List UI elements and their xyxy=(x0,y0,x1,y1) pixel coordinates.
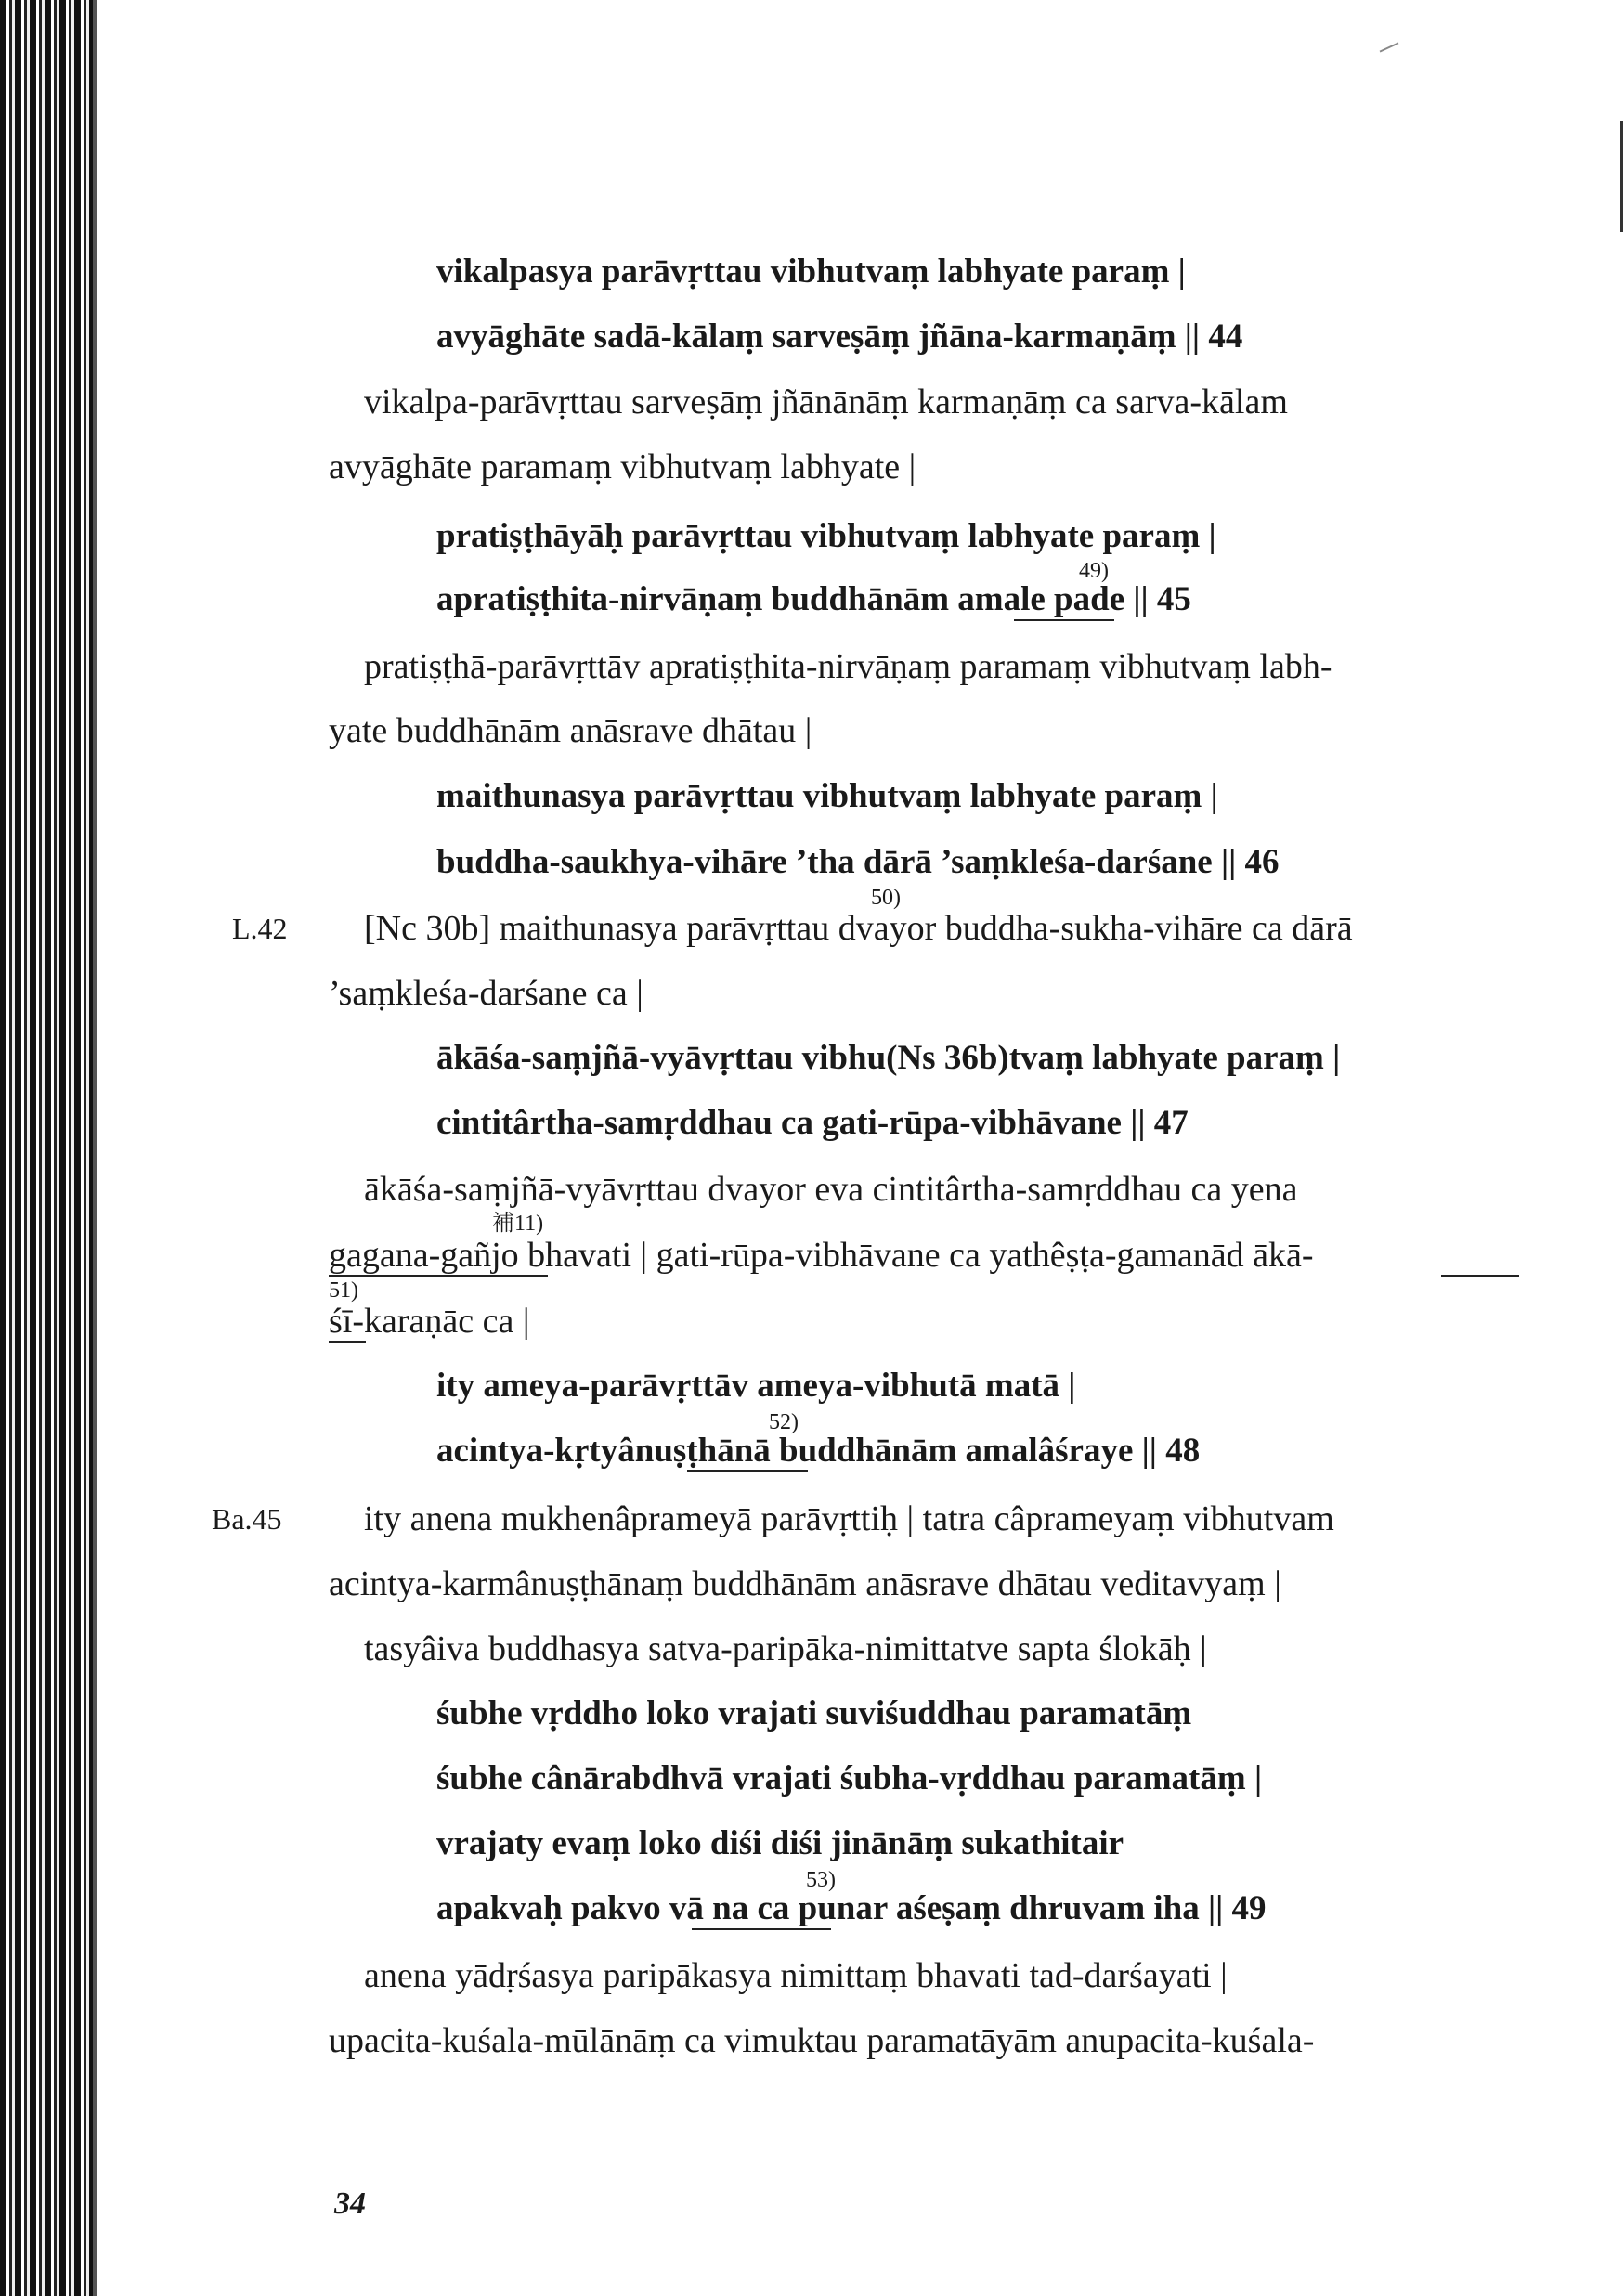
commentary-line: upacita-kuśala-mūlānāṃ ca vimuktau paramatāyām anupacita-kuśala- xyxy=(329,2021,1315,2060)
footnote-marker: 53) xyxy=(806,1868,836,1892)
commentary-line: gagana-gañjo bhavati | gati-rūpa-vibhāvane ca yathêṣṭa-gamanād ākā- xyxy=(329,1236,1314,1275)
commentary-line: vikalpa-parāvṛttau sarveṣāṃ jñānānāṃ karmaṇāṃ ca sarva-kālam xyxy=(364,383,1288,422)
footnote-marker: 49) xyxy=(1079,559,1109,583)
verse-line: avyāghāte sadā-kālaṃ sarveṣāṃ jñāna-karmaṇāṃ || 44 xyxy=(436,318,1243,356)
verse-line: ākāśa-saṃjñā-vyāvṛttau vibhu(Ns 36b)tvaṃ labhyate paraṃ | xyxy=(436,1039,1341,1077)
verse-line: cintitârtha-samṛddhau ca gati-rūpa-vibhāvane || 47 xyxy=(436,1104,1189,1142)
commentary-line: śī-karaṇāc ca | xyxy=(329,1302,530,1341)
scan-speck xyxy=(1380,42,1399,52)
verse-line: buddha-saukhya-vihāre ’tha dārā ’saṃkleśa-darśane || 46 xyxy=(436,843,1280,881)
verse-line: acintya-kṛtyânuṣṭhānā buddhānām amalâśraye || 48 xyxy=(436,1432,1201,1470)
commentary-line: ity anena mukhenâprameyā parāvṛttiḥ | tatra câprameyaṃ vibhutvam xyxy=(364,1499,1334,1538)
margin-reference: L.42 xyxy=(232,912,288,945)
underline xyxy=(1014,619,1114,621)
underline xyxy=(1441,1275,1519,1277)
commentary-line: yate buddhānām anāsrave dhātau | xyxy=(329,711,812,750)
commentary-line: tasyâiva buddhasya satva-paripāka-nimittatve sapta ślokāḥ | xyxy=(364,1629,1207,1668)
verse-line: apakvaḥ pakvo vā na ca punar aśeṣaṃ dhruvam iha || 49 xyxy=(436,1889,1267,1927)
commentary-line: ākāśa-saṃjñā-vyāvṛttau dvayor eva cintitârtha-samṛddhau ca yena xyxy=(364,1170,1298,1209)
footnote-marker: 50) xyxy=(871,886,901,910)
verse-line: śubhe vṛddho loko vrajati suviśuddhau paramatāṃ xyxy=(436,1694,1192,1732)
verse-line: pratiṣṭhāyāḥ parāvṛttau vibhutvaṃ labhyate paraṃ | xyxy=(436,517,1216,555)
verse-line: vikalpasya parāvṛttau vibhutvaṃ labhyate paraṃ | xyxy=(436,253,1186,291)
scan-binding-edge xyxy=(0,0,93,2296)
commentary-line: [Nc 30b] maithunasya parāvṛttau dvayor buddha-sukha-vihāre ca dārā xyxy=(364,909,1353,948)
footnote-marker: 52) xyxy=(769,1410,799,1434)
verse-line: apratiṣṭhita-nirvāṇaṃ buddhānām amale pade || 45 xyxy=(436,580,1191,618)
commentary-line: pratiṣṭhā-parāvṛttāv apratiṣṭhita-nirvāṇaṃ paramaṃ vibhutvaṃ labh- xyxy=(364,647,1332,686)
scan-edge-mark xyxy=(1620,121,1623,232)
margin-reference: Ba.45 xyxy=(212,1502,282,1536)
underline xyxy=(692,1928,831,1930)
verse-line: vrajaty evaṃ loko diśi diśi jinānāṃ sukathitair xyxy=(436,1824,1124,1862)
commentary-line: ’saṃkleśa-darśane ca | xyxy=(329,974,643,1013)
commentary-line: avyāghāte paramaṃ vibhutvaṃ labhyate | xyxy=(329,448,916,486)
verse-line: ity ameya-parāvṛttāv ameya-vibhutā matā | xyxy=(436,1367,1076,1405)
underline xyxy=(329,1341,366,1343)
commentary-line: anena yādṛśasya paripākasya nimittaṃ bhavati tad-darśayati | xyxy=(364,1956,1228,1995)
verse-line: maithunasya parāvṛttau vibhutvaṃ labhyate paraṃ | xyxy=(436,777,1218,815)
underline xyxy=(329,1275,548,1277)
underline xyxy=(687,1470,808,1472)
page-number: 34 xyxy=(334,2186,366,2221)
footnote-marker: 補11) xyxy=(492,1212,544,1236)
footnote-marker: 51) xyxy=(329,1278,358,1303)
commentary-line: acintya-karmânuṣṭhānaṃ buddhānām anāsrave dhātau veditavyaṃ | xyxy=(329,1564,1281,1603)
verse-line: śubhe cânārabdhvā vrajati śubha-vṛddhau paramatāṃ | xyxy=(436,1759,1263,1797)
